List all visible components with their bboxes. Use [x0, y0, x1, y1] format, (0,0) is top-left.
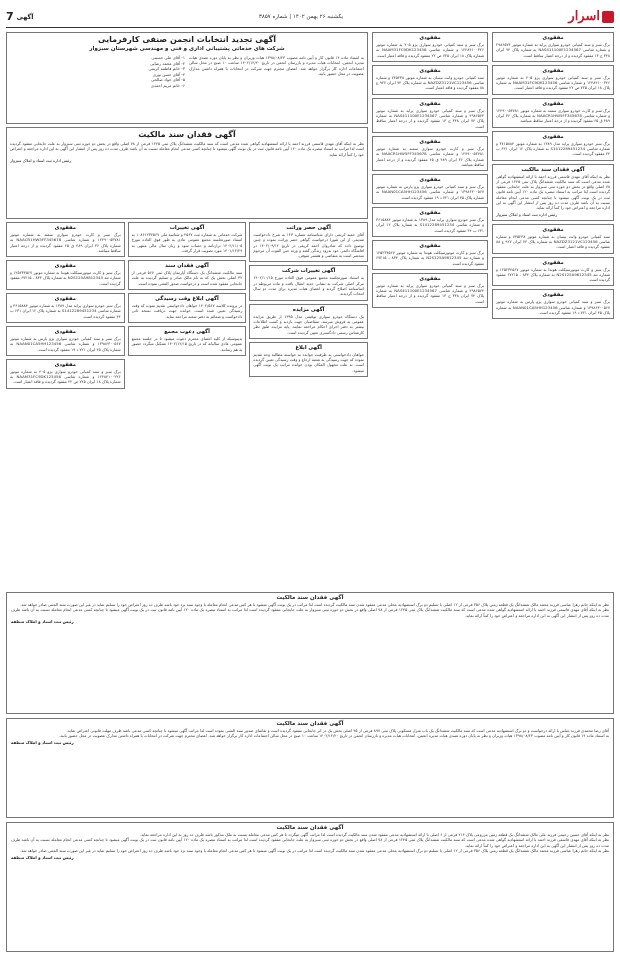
lost-ad: مفقودی برگ سبز خودرو سواری پراید مدل ۱۳۸۹ به شماره موتور ۳۶۱۵۸۸۴ و شماره شاسی S1412289451234 به شماره پلاک ۱۲ ایران ۶۳۱ ب ۴۴ مفقود گردیده است.	[372, 207, 488, 237]
election-notice-subtitle: شرکت های خدماتی پشتیبانی اداری و فنی و مهندسی شهرستان سبزوار	[89, 46, 285, 52]
misc-notice: آگهی ابلاغ خواهان دادخواستی به طرفیت خوانده به خواسته مطالبه وجه تقدیم نموده که جهت رسیدگی به شعبه ارجاع و وقت رسیدگی تعیین گردیده است. به علت مجهول المکان بودن خوانده مراتب یک نوبت آگهی میشود.	[249, 342, 368, 377]
page-header	[6, 6, 614, 28]
issue-line: یکشنبه ۲۶ بهمن ۱۴۰۲ | شماره ۳۸۵۷	[258, 13, 344, 20]
logo-mark-icon	[602, 11, 614, 23]
logo-text: اسرار	[568, 9, 600, 24]
lost-ad: مفقودی برگ سبز و سند کمپانی خودرو سواری پژو ۴۰۵ به شماره موتور ۱۲۴۸۴۱۰۰۳۲۶ و شماره شاسی NAAM31FC9DK123456 به شماره پلاک ۱۸ ایران ۷۲۵ ص ۲۲ مفقود گردیده و فاقد اعتبار است.	[372, 32, 488, 62]
lost-ad: مفقودی برگ سبز و سند کمپانی خودرو سواری پژو پارس به شماره موتور ۱۳۹۸۶۳۰۰۵۶۷ و شماره شاسی NAAN01CA5HH123456 به شماره پلاک ۴۵ ایران ۷۲۱ د ۱۹ مفقود گردیده است.	[372, 174, 488, 204]
misc-notice: آگهی دعوت مجمع بدینوسیله از کلیه اعضای محترم دعوت میشود تا در جلسه مجمع عمومی عادی سالیانه که در تاریخ ۱۴۰۲/۱۲/۱۵ تشکیل میگردد حضور به هم رسانند.	[128, 326, 247, 356]
election-notice	[6, 32, 368, 124]
deed-ad: آگهی فقدان سند مالکیت نظر به اینکه آقای مهدی قاسمی فرزند احمد با ارائه استشهادیه گواهی شده مدعی است که سند مالکیت ششدانگ پلاک ثبتی ۱۲۴۵ فرعی از ۷۸ اصلی واقع در بخش دو حوزه ثبتی سبزوار به علت جابجایی مفقود گردیده است لذا مراتب به استناد تبصره یک ماده ۱۲۰ آیین نامه قانون ثبت در یک نوبت آگهی میشود تا چنانچه کسی مدعی انجام معامله نسبت به آن باشد ظرف مدت ده روز پس از انتشار این آگهی به این اداره مراجعه و اعتراض خود را کتباً ارائه نماید. رئیس اداره ثبت اسناد و املاک سبزوار	[492, 164, 614, 221]
lost-ad: مفقودی برگ سبز و سند کمپانی خودرو سواری پراید به شماره موتور ۲۹۸۶۵۷۴ و شماره شاسی NAS411100E1234567 به شماره پلاک ۷۴ ایران ۳۴۸ ج ۱۳ مفقود گردیده و از درجه اعتبار ساقط است.	[372, 98, 488, 133]
election-notice-text: به استناد ماده ۱۴ قانون کار و آیین نامه مصوب ۱۳۹۸/۰۸/۲۳ هیات وزیران و نظر به پایان دوره تصدی هیات مدیره انجمن، انتخابات هیات مدیره و بازرسان انجمن در تاریخ ۱۴۰۲/۱۲/۲۰ ساعت ۱۰ صبح در محل سالن اجتماعات اداره کار برگزار خواهد شد. اعضای محترم جهت شرکت در انتخابات با همراه داشتن مدارک عضویت در محل حضور یابند.	[189, 55, 364, 76]
candidate-item: ۳- خانم فاطمه کریمی	[148, 66, 185, 72]
page-number: 7	[6, 10, 14, 23]
lost-ad: مفقودی برگ سبز و کارت خودرو سواری سمند به شماره موتور ۱۲۴۹۰۰۵۳۷۸۱ و شماره شاسی NAACR1HW5FF345678 به شماره پلاک ۳۶ ایران ۴۸۹ ق ۶۵ مفقود گردیده و از درجه اعتبار ساقط میباشد.	[372, 136, 488, 171]
lost-ad: مفقودی برگ سبز و سند کمپانی خودرو سواری پژو ۴۰۵ به شماره موتور ۱۲۴۸۴۱۰۰۳۲۶ و شماره شاسی NAAM31FC9DK123456 به شماره پلاک ۱۸ ایران ۷۲۵ ص ۲۲ مفقود گردیده و فاقد اعتبار است.	[6, 359, 125, 389]
lost-ad: مفقودی برگ سبز و سند کمپانی خودرو سواری پراید به شماره موتور ۲۹۸۶۵۷۴ و شماره شاسی NAS411100E1234567 به شماره پلاک ۷۴ ایران ۳۴۸ ج ۱۳ مفقود گردیده و از درجه اعتبار ساقط است.	[372, 273, 488, 308]
deed-loss-notice	[6, 127, 368, 219]
lost-ad: مفقودی برگ سبز و سند کمپانی خودرو سواری پژو پارس به شماره موتور ۱۳۹۸۶۳۰۰۵۶۷ و شماره شاسی NAAN01CA5HH123456 به شماره پلاک ۴۵ ایران ۷۲۱ د ۱۹ مفقود گردیده است.	[6, 326, 125, 356]
lost-ad: مفقودی برگ سبز خودرو سواری پراید مدل ۱۳۸۹ به شماره موتور ۳۶۱۵۸۸۴ و شماره شاسی S1412289451234 به شماره پلاک ۱۲ ایران ۶۳۱ ب ۴۴ مفقود گردیده است.	[492, 131, 614, 161]
lost-ad: مفقودی برگ سبز و کارت موتورسیکلت هوندا به شماره موتور ۱۲۵۲۳۴۵۶۷ و شماره تنه N2S125A9812345 به شماره پلاک ۸۳۴ - ۶۷۲۱۵ مفقود گردیده است.	[492, 257, 614, 287]
lost-ad: مفقودی برگ سبز خودرو سواری پراید مدل ۱۳۸۹ به شماره موتور ۳۶۱۵۸۸۴ و شماره شاسی S1412289451234 به شماره پلاک ۱۲ ایران ۶۳۱ ب ۴۴ مفقود گردیده است.	[6, 293, 125, 323]
misc-notice: آگهی حصر وراثت آقای حمید کریمی دارای شناسنامه شماره ۱۲۳ به شرح دادخواست تقدیمی از این شورا درخواست گواهی حصر وراثت نموده و چنین توضیح داده که شادروان احمد کریمی در تاریخ ۱۴۰۲/۰۹/۱۲ در اقامتگاه دائمی خود بدرود زندگی گفته و ورثه حین الفوت آن مرحوم منحصر است به متقاضی و همسر متوفی.	[249, 222, 368, 262]
left-notice-grid	[6, 222, 368, 584]
lost-ad: مفقودی برگ سبز و سند کمپانی خودرو سواری پژو ۴۰۵ به شماره موتور ۱۲۴۸۴۱۰۰۳۲۶ و شماره شاسی NAAM31FC9DK123456 به شماره پلاک ۱۸ ایران ۷۲۵ ص ۲۲ مفقود گردیده و فاقد اعتبار است.	[492, 65, 614, 95]
lost-items-column-second	[372, 32, 488, 588]
page-tag	[6, 10, 34, 23]
candidate-item: ۱- آقای علی حسینی	[151, 55, 185, 60]
ads-area	[6, 32, 614, 952]
misc-notice: آگهی تغییرات شرکت خدماتی به شماره ثبت ۴۵۶۷ و شناسه ملی ۱۰۸۶۱۲۳۴۵۶۷ به استناد صورتجلسه مجمع عمومی عادی به طور فوق العاده مورخ ۱۴۰۲/۱۱/۰۵ ترازنامه و حساب سود و زیان سال مالی منتهی به ۱۴۰۱/۱۲/۲۹ مورد تصویب قرار گرفت.	[128, 222, 247, 257]
misc-notice: آگهی ابلاغ وقت رسیدگی در پرونده کلاسه ۱۴۰۲/۵۶۷ خواهان دادخواستی تقدیم نموده که وقت رسیدگی تعیین شده است. خوانده جهت دریافت نسخه ثانی دادخواست و ضمائم به دفتر شعبه مراجعه نماید.	[128, 293, 247, 323]
lost-ad: مفقودی برگ سبز و سند کمپانی خودرو سواری پراید به شماره موتور ۲۹۸۶۵۷۴ و شماره شاسی NAS411100E1234567 به شماره پلاک ۷۴ ایران ۳۴۸ ج ۱۳ مفقود گردیده و از درجه اعتبار ساقط است.	[492, 32, 614, 62]
lost-ad: مفقودی برگ سبز و کارت خودرو سواری سمند به شماره موتور ۱۲۴۹۰۰۵۳۷۸۱ و شماره شاسی NAACR1HW5FF345678 به شماره پلاک ۳۶ ایران ۴۸۹ ق ۶۵ مفقود گردیده و از درجه اعتبار ساقط میباشد.	[492, 98, 614, 128]
election-notice-title: آگهی تجدید انتخابات انجمن صنفی کارفرمایی	[98, 35, 276, 44]
deed-notice-text: نظر به اینکه آقای مهدی قاسمی فرزند احمد با ارائه استشهادیه گواهی شده مدعی است که سند مالکیت ششدانگ پلاک ثبتی ۱۲۴۵ فرعی از ۷۸ اصلی واقع در بخش دو حوزه ثبتی سبزوار به علت جابجایی مفقود گردیده است لذا مراتب به استناد تبصره یک ماده ۱۲۰ آیین نامه قانون ثبت در یک نوبت آگهی میشود تا چنانچه کسی مدعی انجام معامله نسبت به آن باشد ظرف مدت ده روز پس از انتشار این آگهی به این اداره مراجعه و اعتراض خود را کتباً ارائه نماید.	[10, 141, 365, 157]
candidate-item: ۶- خانم مریم احمدی	[150, 82, 185, 88]
lost-ad: مفقودی سند کمپانی خودرو وانت نیسان به شماره موتور ۷۴۵۲۳۸ و شماره شاسی NAZDZ3121VC123456 به شماره پلاک ۷۴ ایران ۹۲۷ ع ۸۸ مفقود گردیده و فاقد اعتبار است.	[372, 65, 488, 95]
lost-ad: مفقودی سند کمپانی خودرو وانت نیسان به شماره موتور ۷۴۵۲۳۸ و شماره شاسی NAZDZ3121VC123456 به شماره پلاک ۷۴ ایران ۹۲۷ ع ۸۸ مفقود گردیده و فاقد اعتبار است.	[492, 224, 614, 254]
candidate-item: ۵- آقای جواد صالحی	[151, 77, 185, 83]
candidate-item: ۲- آقای محمد رضایی	[150, 60, 185, 66]
newspaper-logo	[568, 9, 614, 24]
lost-ad: مفقودی برگ سبز و سند کمپانی خودرو سواری پژو پارس به شماره موتور ۱۳۹۸۶۳۰۰۵۶۷ و شماره شاسی NAAN01CA5HH123456 به شماره پلاک ۴۵ ایران ۷۲۱ د ۱۹ مفقود گردیده است.	[492, 289, 614, 319]
page-label: آگهی	[16, 12, 34, 21]
deed-notice-footer: رئیس اداره ثبت اسناد و املاک سبزوار	[10, 157, 72, 163]
bottom-deed-notice: آگهی فقدان سند مالکیت آقای رضا محمدی فرزند عباس با ارائه درخواست و دو برگ استشهادیه مدعی است که سند مالکیت ششدانگ یک باب منزل مسکونی پلاک ثبتی ۸۹۷ فرعی از ۴۵ اصلی بخش یک در اثر جابجایی مفقود گردیده است و تقاضای صدور سند المثنی نموده است لذا مراتب آگهی میشود تا چنانچه کسی مدعی باشد ظرف مهلت قانونی اعتراض نماید. به استناد ماده ۱۴ قانون کار و آیین نامه مصوب ۱۳۹۸/۰۸/۲۳ هیات وزیران و نظر به پایان دوره تصدی هیات مدیره انجمن، انتخابات هیات مدیره و بازرسان انجمن در تاریخ ۱۴۰۲/۱۲/۲۰ ساعت ۱۰ صبح در محل سالن اجتماعات اداره کار برگزار خواهد شد. اعضای محترم جهت شرکت در انتخابات با همراه داشتن مدارک عضویت در محل حضور یابند. رئیس ثبت اسناد و املاک منطقه	[6, 718, 614, 818]
lost-ad: مفقودی برگ سبز و کارت موتورسیکلت هوندا به شماره موتور ۱۲۵۲۳۴۵۶۷ و شماره تنه N2S125A9812345 به شماره پلاک ۸۳۴ - ۶۷۲۱۵ مفقود گردیده است.	[6, 260, 125, 290]
candidate-list	[10, 55, 185, 89]
lost-items-column-right	[492, 32, 614, 588]
misc-notice: آگهی فقدان سند سند مالکیت ششدانگ یک دستگاه آپارتمان پلاک ثبتی ۵۶۷ فرعی از ۳۲ اصلی بخش یک که به نام مالک صادر و تسلیم گردیده به علت جابجایی مفقود شده است و درخواست صدور المثنی نموده است.	[128, 260, 247, 290]
left-block	[6, 32, 368, 588]
third-notice-column	[6, 222, 125, 584]
deed-notice-title: آگهی فقدان سند مالکیت	[138, 130, 236, 139]
lost-ad: مفقودی برگ سبز و کارت خودرو سواری سمند به شماره موتور ۱۲۴۹۰۰۵۳۷۸۱ و شماره شاسی NAACR1HW5FF345678 به شماره پلاک ۳۶ ایران ۴۸۹ ق ۶۵ مفقود گردیده و از درجه اعتبار ساقط میباشد.	[6, 222, 125, 257]
misc-notice: آگهی تغییرات شرکت به استناد صورتجلسه مجمع عمومی فوق العاده مورخ ۱۴۰۲/۱۰/۱۵ مرکز اصلی شرکت به نشانی جدید انتقال یافت و ماده مربوطه در اساسنامه اصلاح گردید و اعضای هیات مدیره برای مدت دو سال انتخاب گردیدند.	[249, 265, 368, 300]
lost-ad: مفقودی برگ سبز و کارت موتورسیکلت هوندا به شماره موتور ۱۲۵۲۳۴۵۶۷ و شماره تنه N2S125A9812345 به شماره پلاک ۸۳۴ - ۶۷۲۱۵ مفقود گردیده است.	[372, 240, 488, 270]
left-notice-column	[249, 222, 368, 584]
middle-notice-column	[128, 222, 247, 584]
bottom-deed-notice: آگهی فقدان سند مالکیت نظر به اینکه آقای حسین رحیمی فرزند علی مالک ششدانگ یک قطعه زمین مزروعی پلاک ۲۱۴ فرعی از ۶ اصلی با ارائه استشهادیه مدعی مفقود شدن سند مالکیت گردیده است لذا مراتب آگهی میگردد تا هر کس مدعی معامله نسبت به ملک مذکور باشد ظرف ده روز به این اداره مراجعه نماید. نظر به اینکه آقای مهدی قاسمی فرزند احمد با ارائه استشهادیه گواهی شده مدعی است که سند مالکیت ششدانگ پلاک ثبتی ۱۲۴۵ فرعی از ۷۸ اصلی واقع در بخش دو حوزه ثبتی سبزوار به علت جابجایی مفقود گردیده است لذا مراتب به استناد تبصره یک ماده ۱۲۰ آیین نامه قانون ثبت در یک نوبت آگهی میشود تا چنانچه کسی مدعی انجام معامله نسبت به آن باشد ظرف مدت ده روز پس از انتشار این آگهی به این اداره مراجعه و اعتراض خود را کتباً ارائه نماید. نظر به اینکه خانم زهرا عباسی فرزند محمد مالک ششدانگ یک قطعه زمین پلاک ۳۵۶ فرعی از ۱۲ اصلی با تسلیم دو برگ استشهادیه محلی مدعی مفقود شدن سند مالکیت گردیده است لذا مراتب در یک نوبت آگهی میشود تا هر کس مدعی انجام معامله یا وجود سند نزد خود باشد ظرف ده روز اعتراض خود را تسلیم نماید در غیر این صورت سند المثنی صادر خواهد شد. رئیس ثبت اسناد و املاک منطقه	[6, 822, 614, 952]
bottom-deed-notice: آگهی فقدان سند مالکیت نظر به اینکه خانم زهرا عباسی فرزند محمد مالک ششدانگ یک قطعه زمین پلاک ۳۵۶ فرعی از ۱۲ اصلی با تسلیم دو برگ استشهادیه محلی مدعی مفقود شدن سند مالکیت گردیده است لذا مراتب در یک نوبت آگهی میشود تا هر کس مدعی انجام معامله یا وجود سند نزد خود باشد ظرف ده روز اعتراض خود را تسلیم نماید در غیر این صورت سند المثنی صادر خواهد شد. نظر به اینکه آقای مهدی قاسمی فرزند احمد با ارائه استشهادیه گواهی شده مدعی است که سند مالکیت ششدانگ پلاک ثبتی ۱۲۴۵ فرعی از ۷۸ اصلی واقع در بخش دو حوزه ثبتی سبزوار به علت جابجایی مفقود گردیده است لذا مراتب به استناد تبصره یک ماده ۱۲۰ آیین نامه قانون ثبت در یک نوبت آگهی میشود تا چنانچه کسی مدعی انجام معامله نسبت به آن باشد ظرف مدت ده روز پس از انتشار این آگهی به این اداره مراجعه و اعتراض خود را کتباً ارائه نماید. رئیس ثبت اسناد و املاک منطقه	[6, 592, 614, 714]
misc-notice: آگهی مزایده یک دستگاه خودرو سواری توقیفی مدل ۱۳۹۵ از طریق مزایده عمومی به فروش میرسد. متقاضیان جهت بازدید و کسب اطلاعات بیشتر به دفتر اجرای احکام مراجعه نمایند. پایه مزایده طبق نظر کارشناس رسمی دادگستری تعیین گردیده است.	[249, 304, 368, 339]
candidate-item: ۴- آقای حسن نوری	[152, 71, 185, 77]
